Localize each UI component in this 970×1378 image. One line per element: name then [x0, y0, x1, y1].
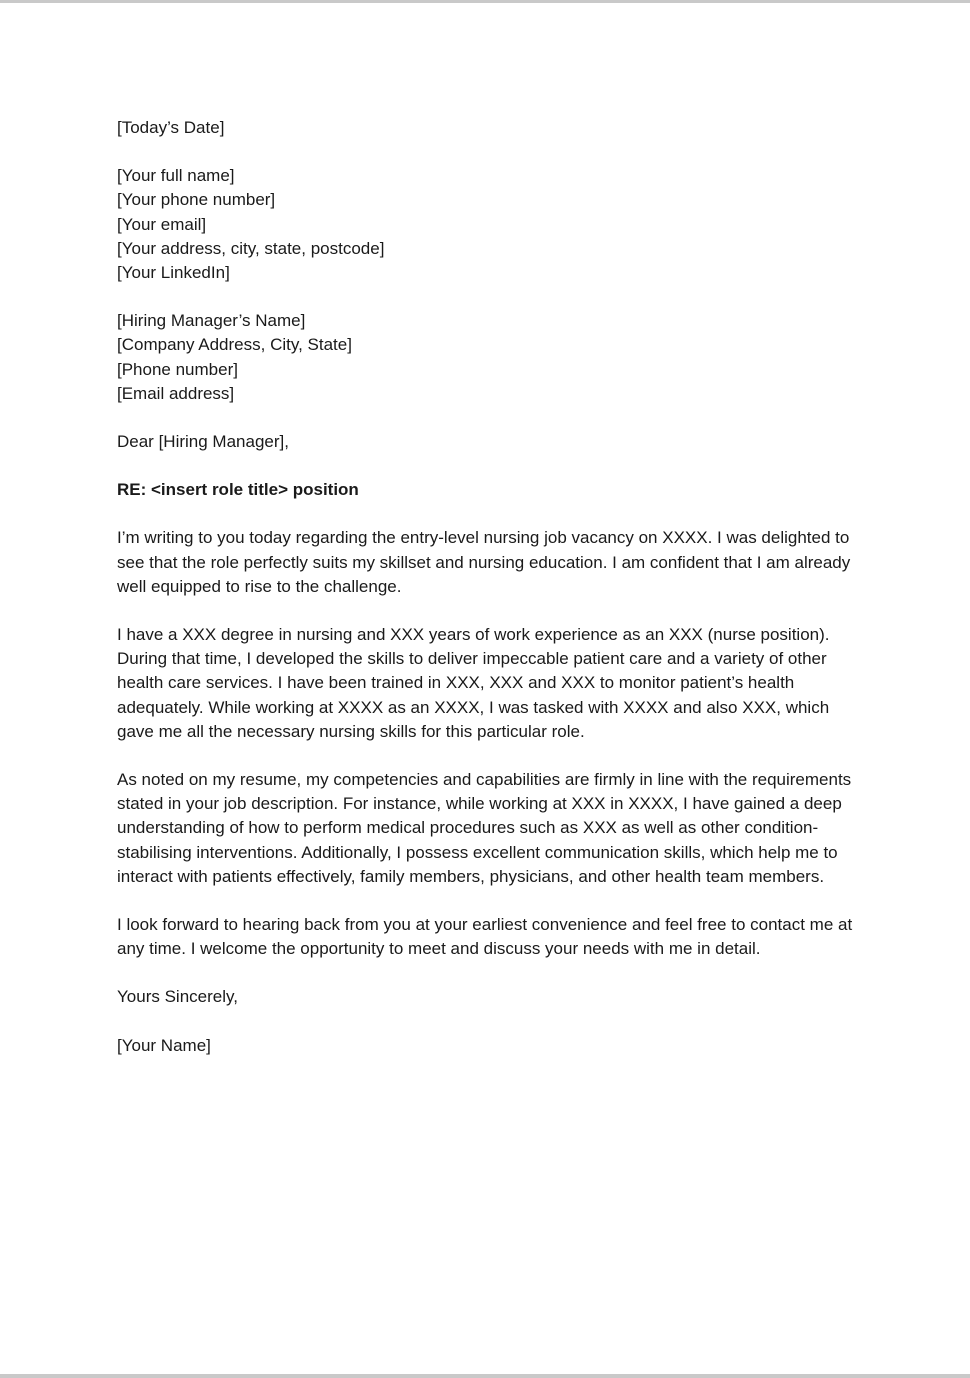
sender-address-line: [Your address, city, state, postcode] — [117, 238, 385, 258]
experience-paragraph — [117, 623, 855, 744]
cover-letter — [117, 116, 855, 1082]
sender-phone-line: [Your phone number] — [117, 190, 276, 210]
competencies-paragraph — [117, 768, 855, 889]
page-top-edge — [0, 0, 970, 3]
sender-email-line: [Your email] — [117, 214, 207, 234]
paragraph-text: As noted on my resume, my competencies and capabilities are firmly in line with the requirements stated in your job description. For instance, while working at XXX in XXXX, I have gained a deep understanding of how to perform medical procedures such as XXX as well as other condition-stabilising interventions. Additionally, I possess excellent communication skills, which help me to interact with patients effectively, family members, physicians, and other health team members. — [117, 770, 852, 886]
recipient-phone-line: [Phone number] — [117, 359, 238, 379]
date-block — [117, 116, 855, 140]
salutation-block — [117, 430, 855, 454]
subject-block — [117, 478, 855, 502]
sender-name-line: [Your full name] — [117, 166, 235, 186]
sender-linkedin-line: [Your LinkedIn] — [117, 263, 230, 283]
intro-paragraph — [117, 526, 855, 599]
signature-block — [117, 1034, 855, 1058]
sender-block — [117, 164, 855, 285]
page-bottom-edge — [0, 1374, 970, 1378]
valediction-line: Yours Sincerely, — [117, 987, 238, 1007]
recipient-email-line: [Email address] — [117, 383, 235, 403]
salutation-line: Dear [Hiring Manager], — [117, 432, 289, 452]
recipient-address-line: [Company Address, City, State] — [117, 335, 352, 355]
paragraph-text: I’m writing to you today regarding the entry-level nursing job vacancy on XXXX. I was delighted to see that the role perfectly suits my skillset and nursing education. I am confident that I am already well equipped to rise to the challenge. — [117, 528, 851, 596]
date-line: [Today’s Date] — [117, 118, 225, 137]
recipient-name-line: [Hiring Manager’s Name] — [117, 311, 306, 331]
paragraph-text: I look forward to hearing back from you at your earliest convenience and feel free to contact me at any time. I welcome the opportunity to meet and discuss your needs with me in detail. — [117, 915, 853, 959]
recipient-block — [117, 309, 855, 406]
subject-line: RE: <insert role title> position — [117, 480, 359, 500]
signature-line: [Your Name] — [117, 1035, 211, 1055]
valediction-block — [117, 985, 855, 1009]
paragraph-text: I have a XXX degree in nursing and XXX years of work experience as an XXX (nurse position). During that time, I developed the skills to deliver impeccable patient care and a variety of other health care services. I have been trained in XXX, XXX and XXX to monitor patient’s health adequately. While working at XXXX as an XXXX, I was tasked with XXXX and also XXX, which gave me all the necessary nursing skills for this particular role. — [117, 625, 830, 741]
closing-paragraph — [117, 913, 855, 961]
